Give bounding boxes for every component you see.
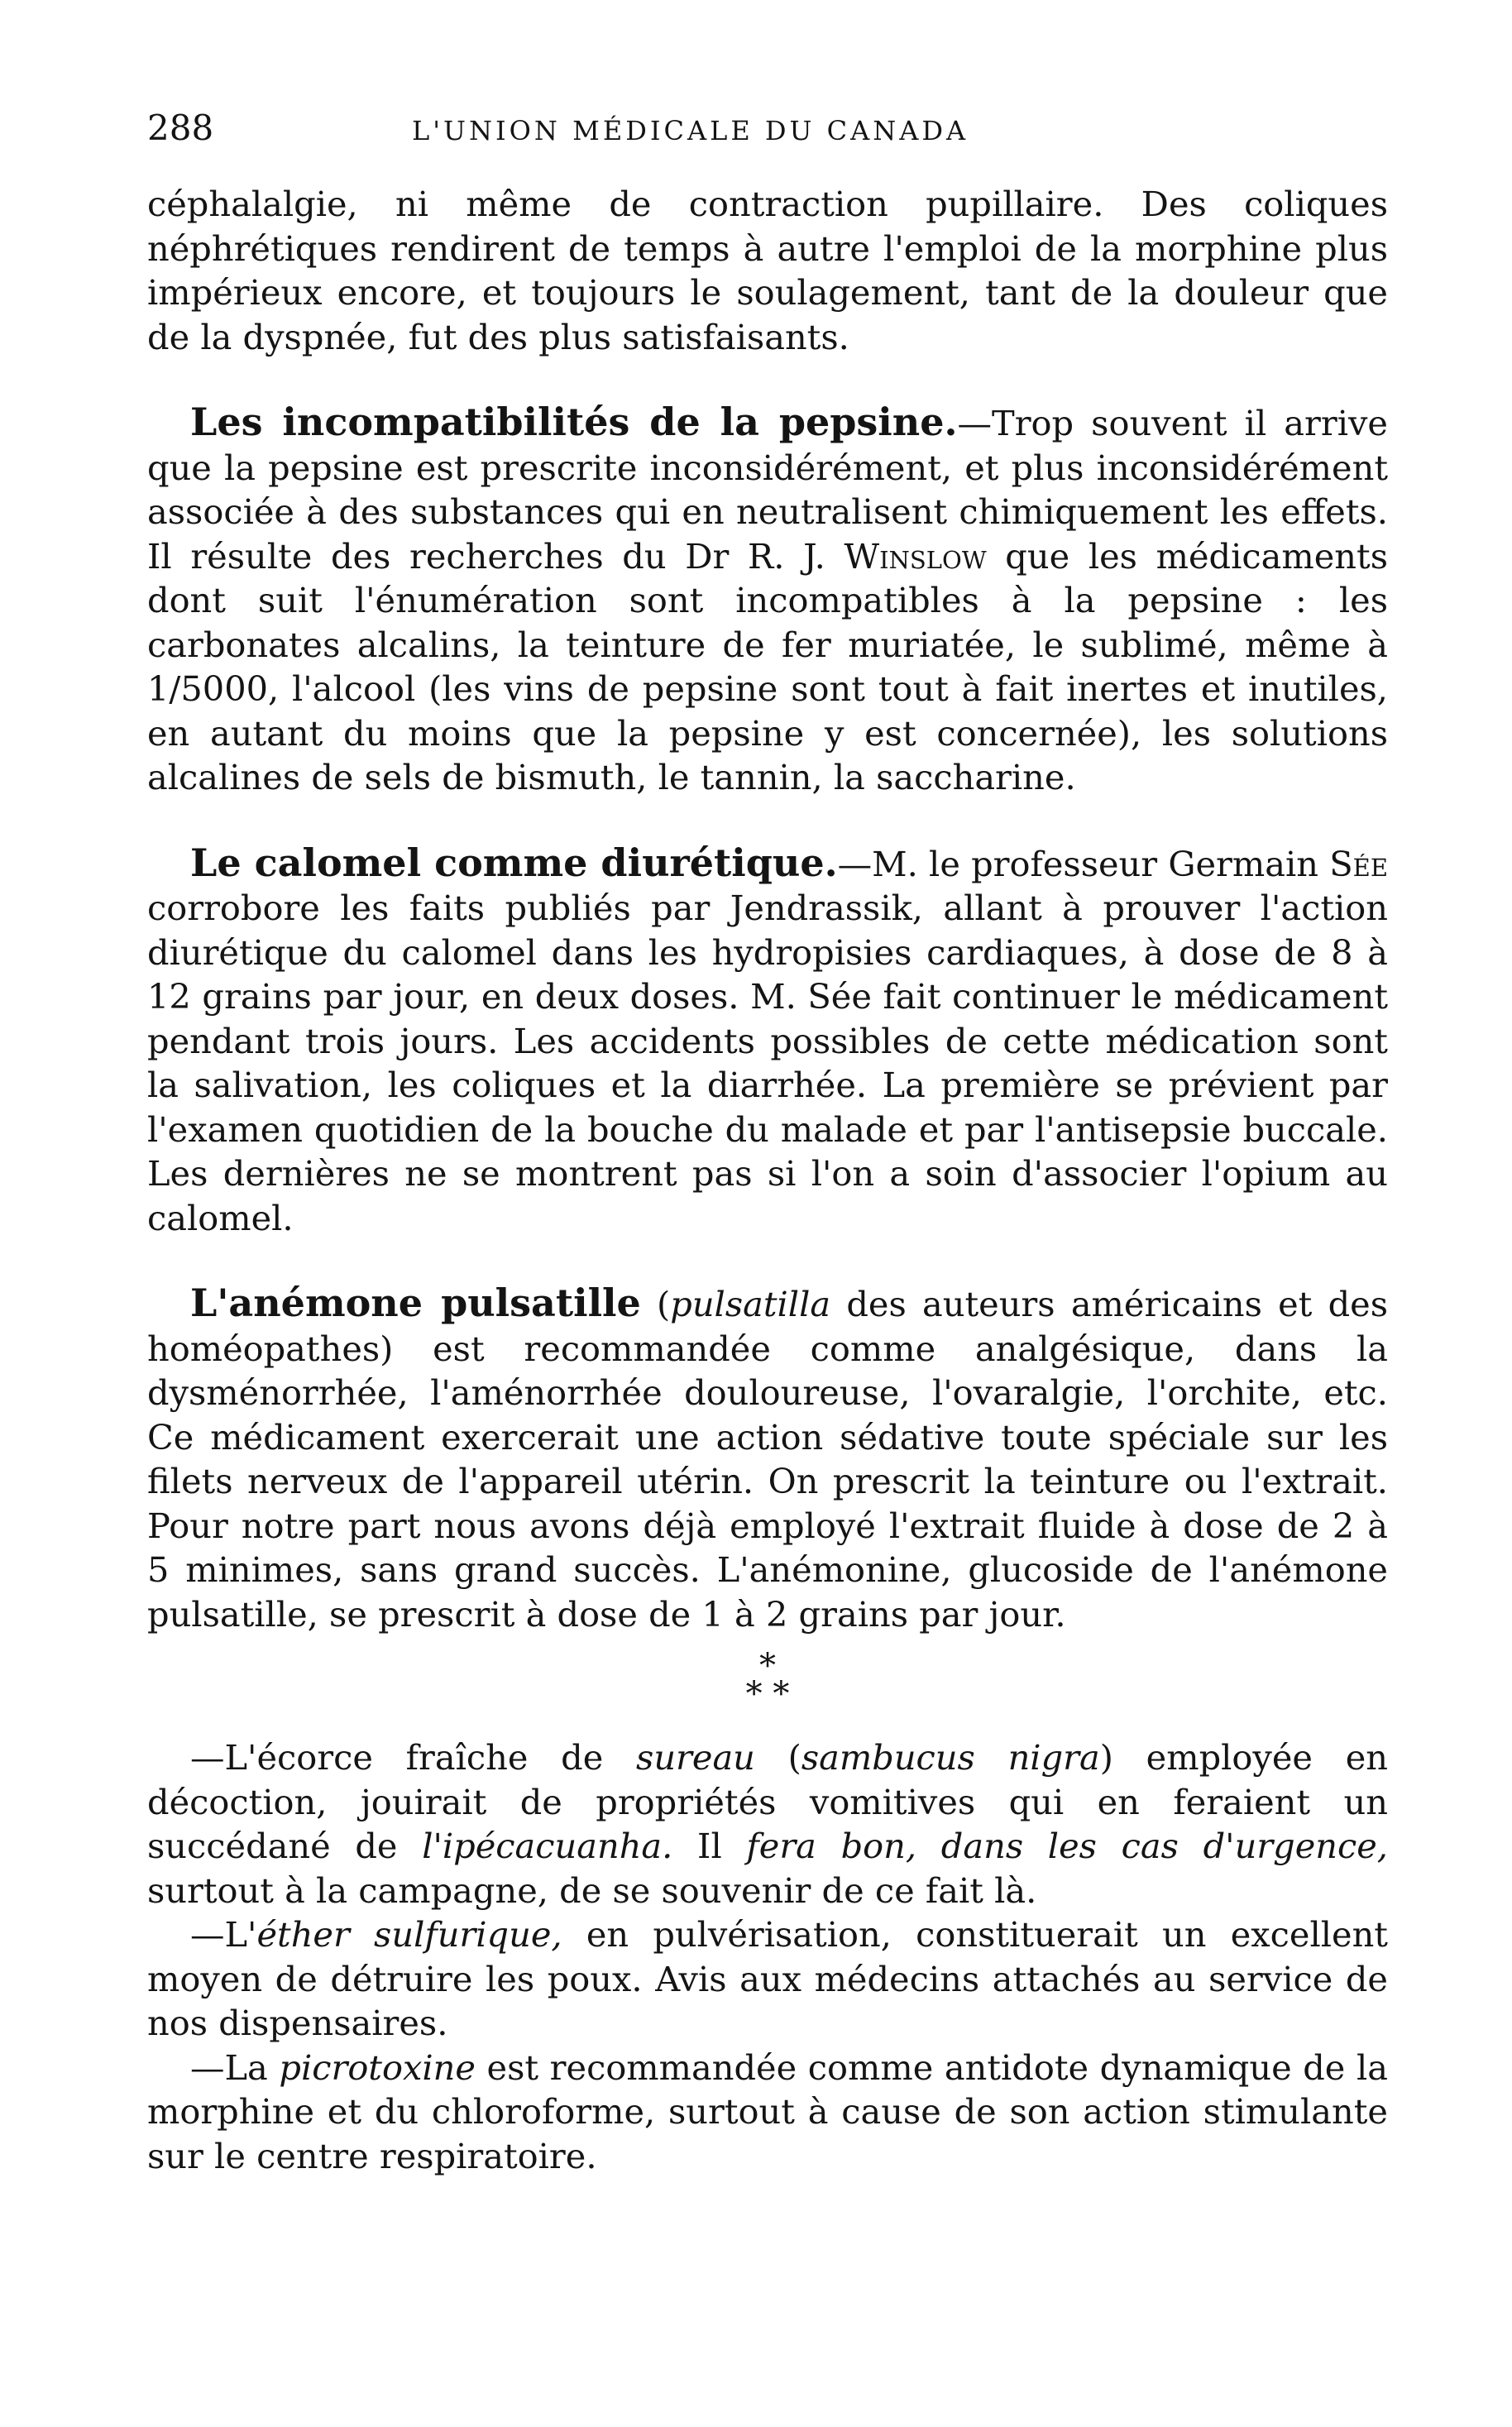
italic-term: sureau bbox=[636, 1737, 755, 1778]
section-anemone bbox=[147, 1281, 1388, 1636]
italic-term: sambucus nigra bbox=[801, 1737, 1100, 1778]
section-text: —Trop souvent il arrive que la pepsine est prescrite inconsidérément, et plus inconsidérément associée à des substances qui en neutralisent chimiquement les effets. Il résulte des recherches du Dr R. J. bbox=[147, 403, 1388, 577]
note-text: —L' bbox=[190, 1914, 257, 1955]
note-text: est recommandée comme antidote dynamique de la morphine et du chloroforme, surtout à cause de son action stimulante sur le centre respiratoire. bbox=[147, 2046, 1388, 2176]
note-text: —La bbox=[190, 2046, 280, 2088]
section-text: que les médicaments dont suit l'énumération sont incompatibles à la pepsine : les carbonates alcalins, la teinture de fer muriatée, le sublimé, même à 1/5000, l'alcool (les vins de pepsine sont tout à fait inertes et inutiles, en autant du moins que la pepsine y est concernée), les solutions alcalines de sels de bismuth, le tannin, la saccharine. bbox=[147, 535, 1388, 797]
page-number: 288 bbox=[147, 108, 214, 148]
section-heading-anemone: L'anémone pulsatille bbox=[190, 1281, 641, 1325]
italic-term: fera bon, dans les cas d'urgence, bbox=[746, 1826, 1388, 1866]
section-text: ( bbox=[640, 1284, 671, 1324]
asterism-bottom: * * bbox=[745, 1675, 790, 1713]
author-name: Winslow bbox=[844, 535, 987, 577]
note-text: surtout à la campagne, de se souvenir de ce fait là. bbox=[147, 1869, 1037, 1911]
section-text: corrobore les faits publiés par Jendrassik, allant à prouver l'action diurétique du calomel dans les hydropisies cardiaques, à dose de 8 à 12 grains par jour, en deux doses. M. Sée fait continuer le médicament pendant trois jours. Les accidents possibles de cette médication sont la salivation, les coliques et la diarrhée. La première se prévient par l'examen quotidien de la bouche du malade et par l'antisepsie buccale. Les dernières ne se montrent pas si l'on a soin d'associer l'opium au calomel. bbox=[147, 888, 1388, 1238]
italic-term: picrotoxine bbox=[279, 2046, 476, 2088]
note-text: en pulvérisation, constituerait un excellent moyen de détruire les poux. Avis aux médecins attachés au service de nos dispensaires. bbox=[147, 1914, 1388, 2043]
section-calomel bbox=[147, 841, 1388, 1241]
note-text: Il bbox=[672, 1826, 747, 1866]
section-text: —M. le professeur Germain bbox=[837, 843, 1330, 884]
italic-term: l'ipécacuanha. bbox=[422, 1826, 673, 1866]
note-text: —L'écorce fraîche de bbox=[190, 1737, 637, 1778]
italic-term: éther sulfurique, bbox=[256, 1914, 562, 1955]
running-head: L'UNION MÉDICALE DU CANADA bbox=[412, 115, 969, 146]
note-sureau bbox=[147, 1735, 1388, 1912]
section-heading-calomel: Le calomel comme diurétique. bbox=[190, 840, 838, 885]
page bbox=[147, 108, 1388, 2178]
note-picrotoxine bbox=[147, 2046, 1388, 2179]
section-heading-pepsine: Les incompatibilités de la pepsine. bbox=[190, 400, 958, 444]
italic-term: pulsatilla bbox=[670, 1284, 831, 1324]
asterism-divider bbox=[147, 1647, 1388, 1713]
section-text: des auteurs américains et des homéopathes) est recommandée comme analgésique, dans la dysménorrhée, l'aménorrhée douloureuse, l'ovaralgie, l'orchite, etc. Ce médicament exercerait une action sédative toute spéciale sur les filets nerveux de l'appareil utérin. On prescrit la teinture ou l'extrait. Pour notre part nous avons déjà employé l'extrait fluide à dose de 2 à 5 minimes, sans grand succès. L'anémonine, glucoside de l'anémone pulsatille, se prescrit à dose de 1 à 2 grains par jour. bbox=[147, 1284, 1389, 1635]
paragraph-continuation bbox=[147, 182, 1388, 359]
section-pepsine bbox=[147, 400, 1388, 800]
note-text: ( bbox=[754, 1737, 801, 1778]
author-name: Sée bbox=[1329, 843, 1388, 884]
note-text: ) employée en décoction, jouirait de propriétés vomitives qui en feraient un succédané de bbox=[147, 1737, 1389, 1866]
asterism-top: * bbox=[759, 1647, 776, 1685]
page-header bbox=[147, 108, 1388, 182]
paragraph-text: céphalalgie, ni même de contraction pupillaire. Des coliques néphrétiques rendirent de temps à autre l'emploi de la morphine plus impérieux encore, et toujours le soulagement, tant de la douleur que de la dyspnée, fut des plus satisfaisants. bbox=[147, 184, 1388, 357]
note-ether bbox=[147, 1912, 1388, 2046]
